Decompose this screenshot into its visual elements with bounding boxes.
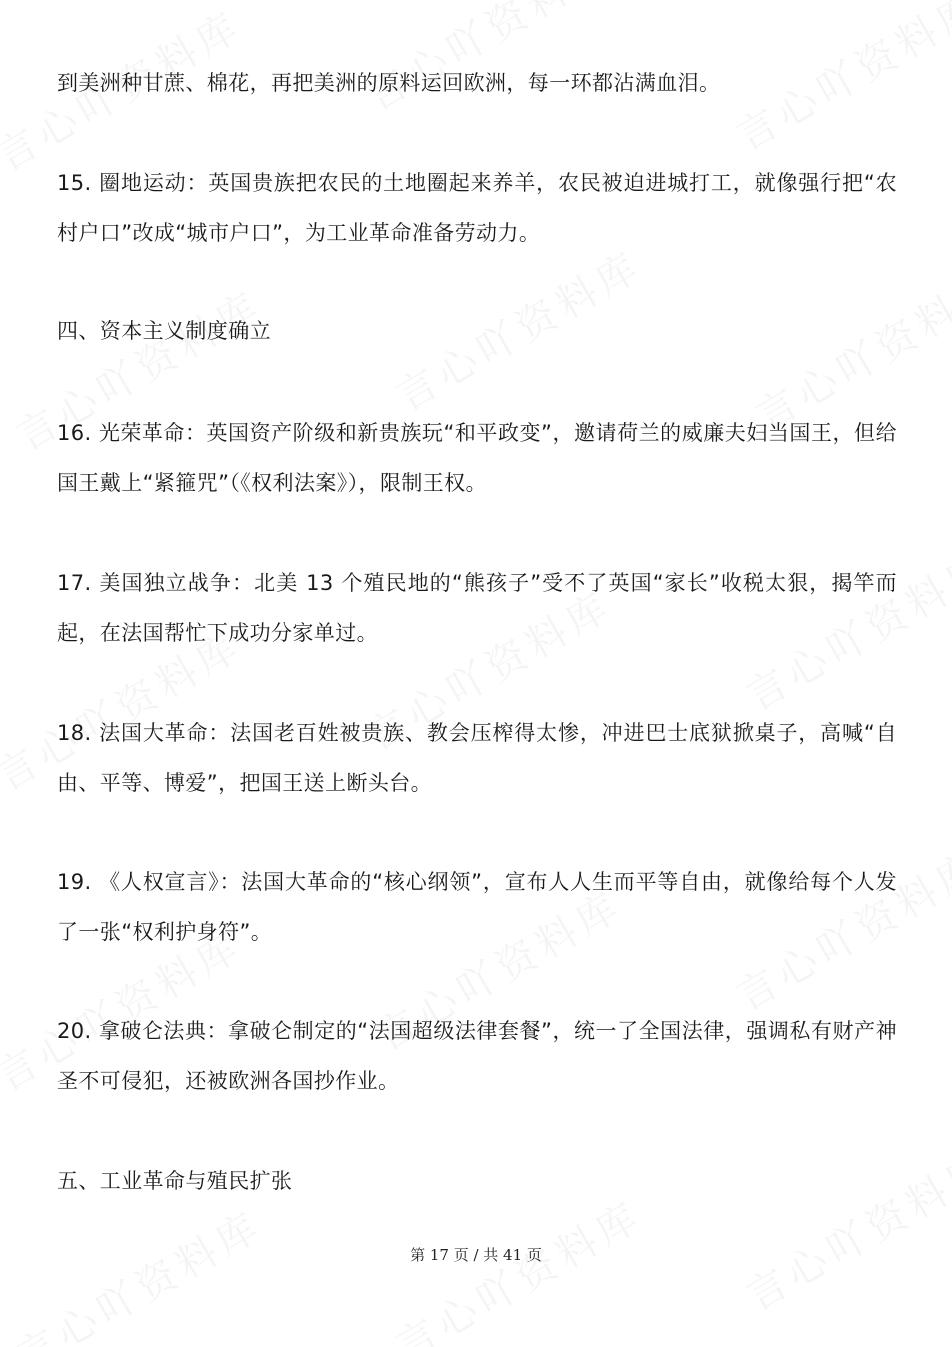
paragraph-item-19	[57, 857, 897, 957]
paragraph-text: 19. 《人权宣言》：法国大革命的“核心纲领”，宣布人人生而平等自由，就像给每个人发了一张“权利护身符”。	[57, 870, 897, 944]
watermark	[384, 1185, 652, 1347]
paragraph-text: 到美洲种甘蔗、棉花，再把美洲的原料运回欧洲，每一环都沾满血泪。	[57, 71, 721, 95]
watermark	[4, 1195, 272, 1347]
paragraph-text: 18. 法国大革命：法国老百姓被贵族、教会压榨得太惨，冲进巴士底狱掀桌子，高喊“自由、平等、博爱”，把国王送上断头台。	[57, 721, 897, 795]
paragraph-text: 15. 圈地运动：英国贵族把农民的土地圈起来养羊，农民被迫进城打工，就像强行把“农村户口”改成“城市户口”，为工业革命准备劳动力。	[57, 171, 897, 245]
paragraph-item-20	[57, 1006, 897, 1106]
paragraph-item-17	[57, 558, 897, 658]
paragraph-text: 20. 拿破仑法典：拿破仑制定的“法国超级法律套餐”，统一了全国法律，强调私有财产神圣不可侵犯，还被欧洲各国抄作业。	[57, 1019, 897, 1093]
paragraph-text: 17. 美国独立战争：北美 13 个殖民地的“熊孩子”受不了英国“家长”收税太狠，揭竿而起，在法国帮忙下成功分家单过。	[57, 571, 897, 645]
section-heading-4	[57, 306, 897, 356]
page-number-footer: 第 17 页 / 共 41 页	[410, 1246, 542, 1264]
paragraph-item-18	[57, 708, 897, 808]
section-heading-5	[57, 1156, 897, 1206]
paragraph-text: 16. 光荣革命：英国资产阶级和新贵族玩“和平政变”，邀请荷兰的威廉夫妇当国王，但给国王戴上“紧箍咒”（《权利法案》），限制王权。	[57, 421, 897, 495]
paragraph	[57, 58, 897, 108]
paragraph-item-15	[57, 158, 897, 258]
paragraph-item-16	[57, 408, 897, 508]
heading-text: 五、工业革命与殖民扩张	[57, 1169, 293, 1193]
heading-text: 四、资本主义制度确立	[57, 319, 271, 343]
